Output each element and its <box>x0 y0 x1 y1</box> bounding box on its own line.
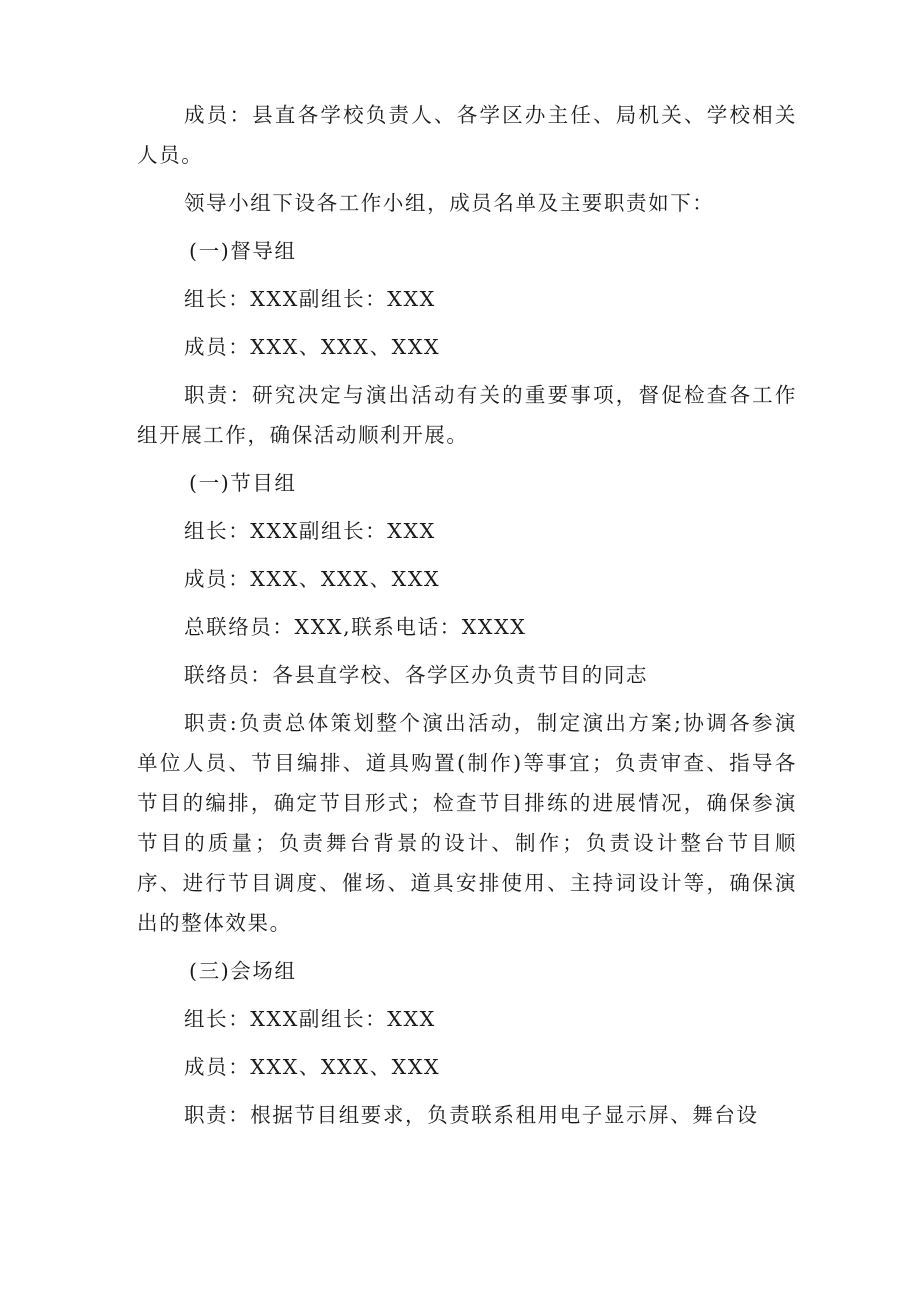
paragraph-members: 成员：XXX、XXX、XXX <box>184 335 441 359</box>
paragraph-chief-liaison: 总联络员：XXX,联系电话：XXXX <box>184 615 527 639</box>
paragraph-liaisons: 联络员：各县直学校、各学区办负责节目的同志 <box>184 663 649 687</box>
paragraph-duties: 职责：研究决定与演出活动有关的重要事项，督促检查各工作组开展工作，确保活动顺利开展。 <box>137 383 797 447</box>
paragraph-leaders: 组长：XXX副组长：XXX <box>184 519 436 543</box>
paragraph-members: 成员：XXX、XXX、XXX <box>184 1055 441 1079</box>
section-heading-venue: (三)会场组 <box>189 959 297 983</box>
paragraph-members: 成员：XXX、XXX、XXX <box>184 567 441 591</box>
paragraph-leaders: 组长：XXX副组长：XXX <box>184 287 436 311</box>
section-heading-supervision: (一)督导组 <box>189 239 297 263</box>
paragraph-leaders: 组长：XXX副组长：XXX <box>184 1007 436 1031</box>
paragraph-groups-intro: 领导小组下设各工作小组，成员名单及主要职责如下： <box>184 191 715 215</box>
paragraph-duties: 职责:负责总体策划整个演出活动，制定演出方案;协调各参演单位人员、节目编排、道具购置(制作)等事宜；负责审查、指导各节目的编排，确定节目形式；检查节目排练的进展情况，确保参演节目的质量；负责舞台背景的设计、制作；负责设计整台节目顺序、进行节目调度、催场、道具安排使用、主持词设计等，确保演出的整体效果。 <box>137 711 797 935</box>
section-heading-program: (一)节目组 <box>189 471 297 495</box>
paragraph-members: 成员：县直各学校负责人、各学区办主任、局机关、学校相关人员。 <box>137 103 797 167</box>
document-body <box>137 95 797 1135</box>
paragraph-duties: 职责：根据节目组要求，负责联系租用电子显示屏、舞台设 <box>184 1103 759 1127</box>
